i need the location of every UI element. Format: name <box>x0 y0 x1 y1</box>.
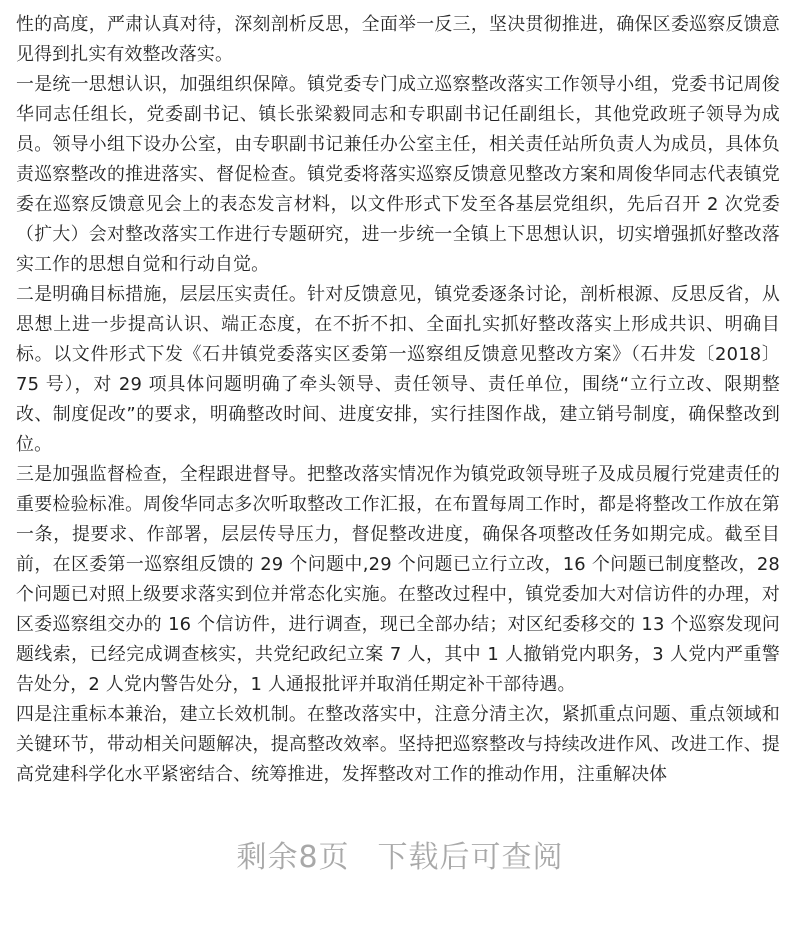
download-to-view-label: 下载后可查阅 <box>377 840 564 875</box>
paragraph-three: 三是加强监督检查，全程跟进督导。把整改落实情况作为镇党政领导班子及成员履行党建责任的重要检验标准。周俊华同志多次听取整改工作汇报，在布置每周工作时，都是将整改工作放在第一条，提要求、作部署，层层传导压力，督促整改进度，确保各项整改任务如期完成。截至目前，在区委第一巡察组反馈的 29 个问题中,29 个问题已立行立改，16 个问题已制度整改，28 个问题已对照上级要求落实到位并常态化实施。在整改过程中，镇党委加大对信访件的办理，对区委巡察组交办的 16 个信访件，进行调查，现已全部办结；对区纪委移交的 13 个巡察发现问题线索，已经完成调查核实，共党纪政纪立案 7 人，其中 1 人撤销党内职务，3 人党内严重警告处分，2 人党内警告处分，1 人通报批评并取消任期定补干部待遇。 <box>16 464 780 695</box>
paragraph-four: 四是注重标本兼治，建立长效机制。在整改落实中，注意分清主次，紧抓重点问题、重点领域和关键环节，带动相关问题解决，提高整改效率。坚持把巡察整改与持续改进作风、改进工作、提高党建科学化水平紧密结合、统筹推进，发挥整改对工作的推动作用，注重解决体 <box>16 704 780 785</box>
paragraph-one: 一是统一思想认识，加强组织保障。镇党委专门成立巡察整改落实工作领导小组，党委书记周俊华同志任组长，党委副书记、镇长张梁毅同志和专职副书记任副组长，其他党政班子领导为成员。领导小组下设办公室，由专职副书记兼任办公室主任，相关责任站所负责人为成员，具体负责巡察整改的推进落实、督促检查。镇党委将落实巡察反馈意见整改方案和周俊华同志代表镇党委在巡察反馈意见会上的表态发言材料，以文件形式下发至各基层党组织，先后召开 2 次党委（扩大）会对整改落实工作进行专题研究，进一步统一全镇上下思想认识，切实增强抓好整改落实工作的思想自觉和行动自觉。 <box>16 74 780 275</box>
paragraph-intro-tail: 性的高度，严肃认真对待，深刻剖析反思，全面举一反三，坚决贯彻推进，确保区委巡察反馈意见得到扎实有效整改落实。 <box>16 14 780 65</box>
paragraph-two: 二是明确目标措施，层层压实责任。针对反馈意见，镇党委逐条讨论，剖析根源、反思反省，从思想上进一步提高认识、端正态度，在不折不扣、全面扎实抓好整改落实上形成共识、明确目标。以文件形式下发《石井镇党委落实区委第一巡察组反馈意见整改方案》（石井发〔2018〕75 号），对 29 项具体问题明确了牵头领导、责任领导、责任单位，围绕“立行立改、限期整改、制度促改”的要求，明确整改时间、进度安排，实行挂图作战，建立销号制度，确保整改到位。 <box>16 284 780 455</box>
remaining-pages-label: 剩余8页 <box>236 840 350 875</box>
document-body <box>16 10 780 790</box>
download-prompt[interactable] <box>0 832 800 876</box>
